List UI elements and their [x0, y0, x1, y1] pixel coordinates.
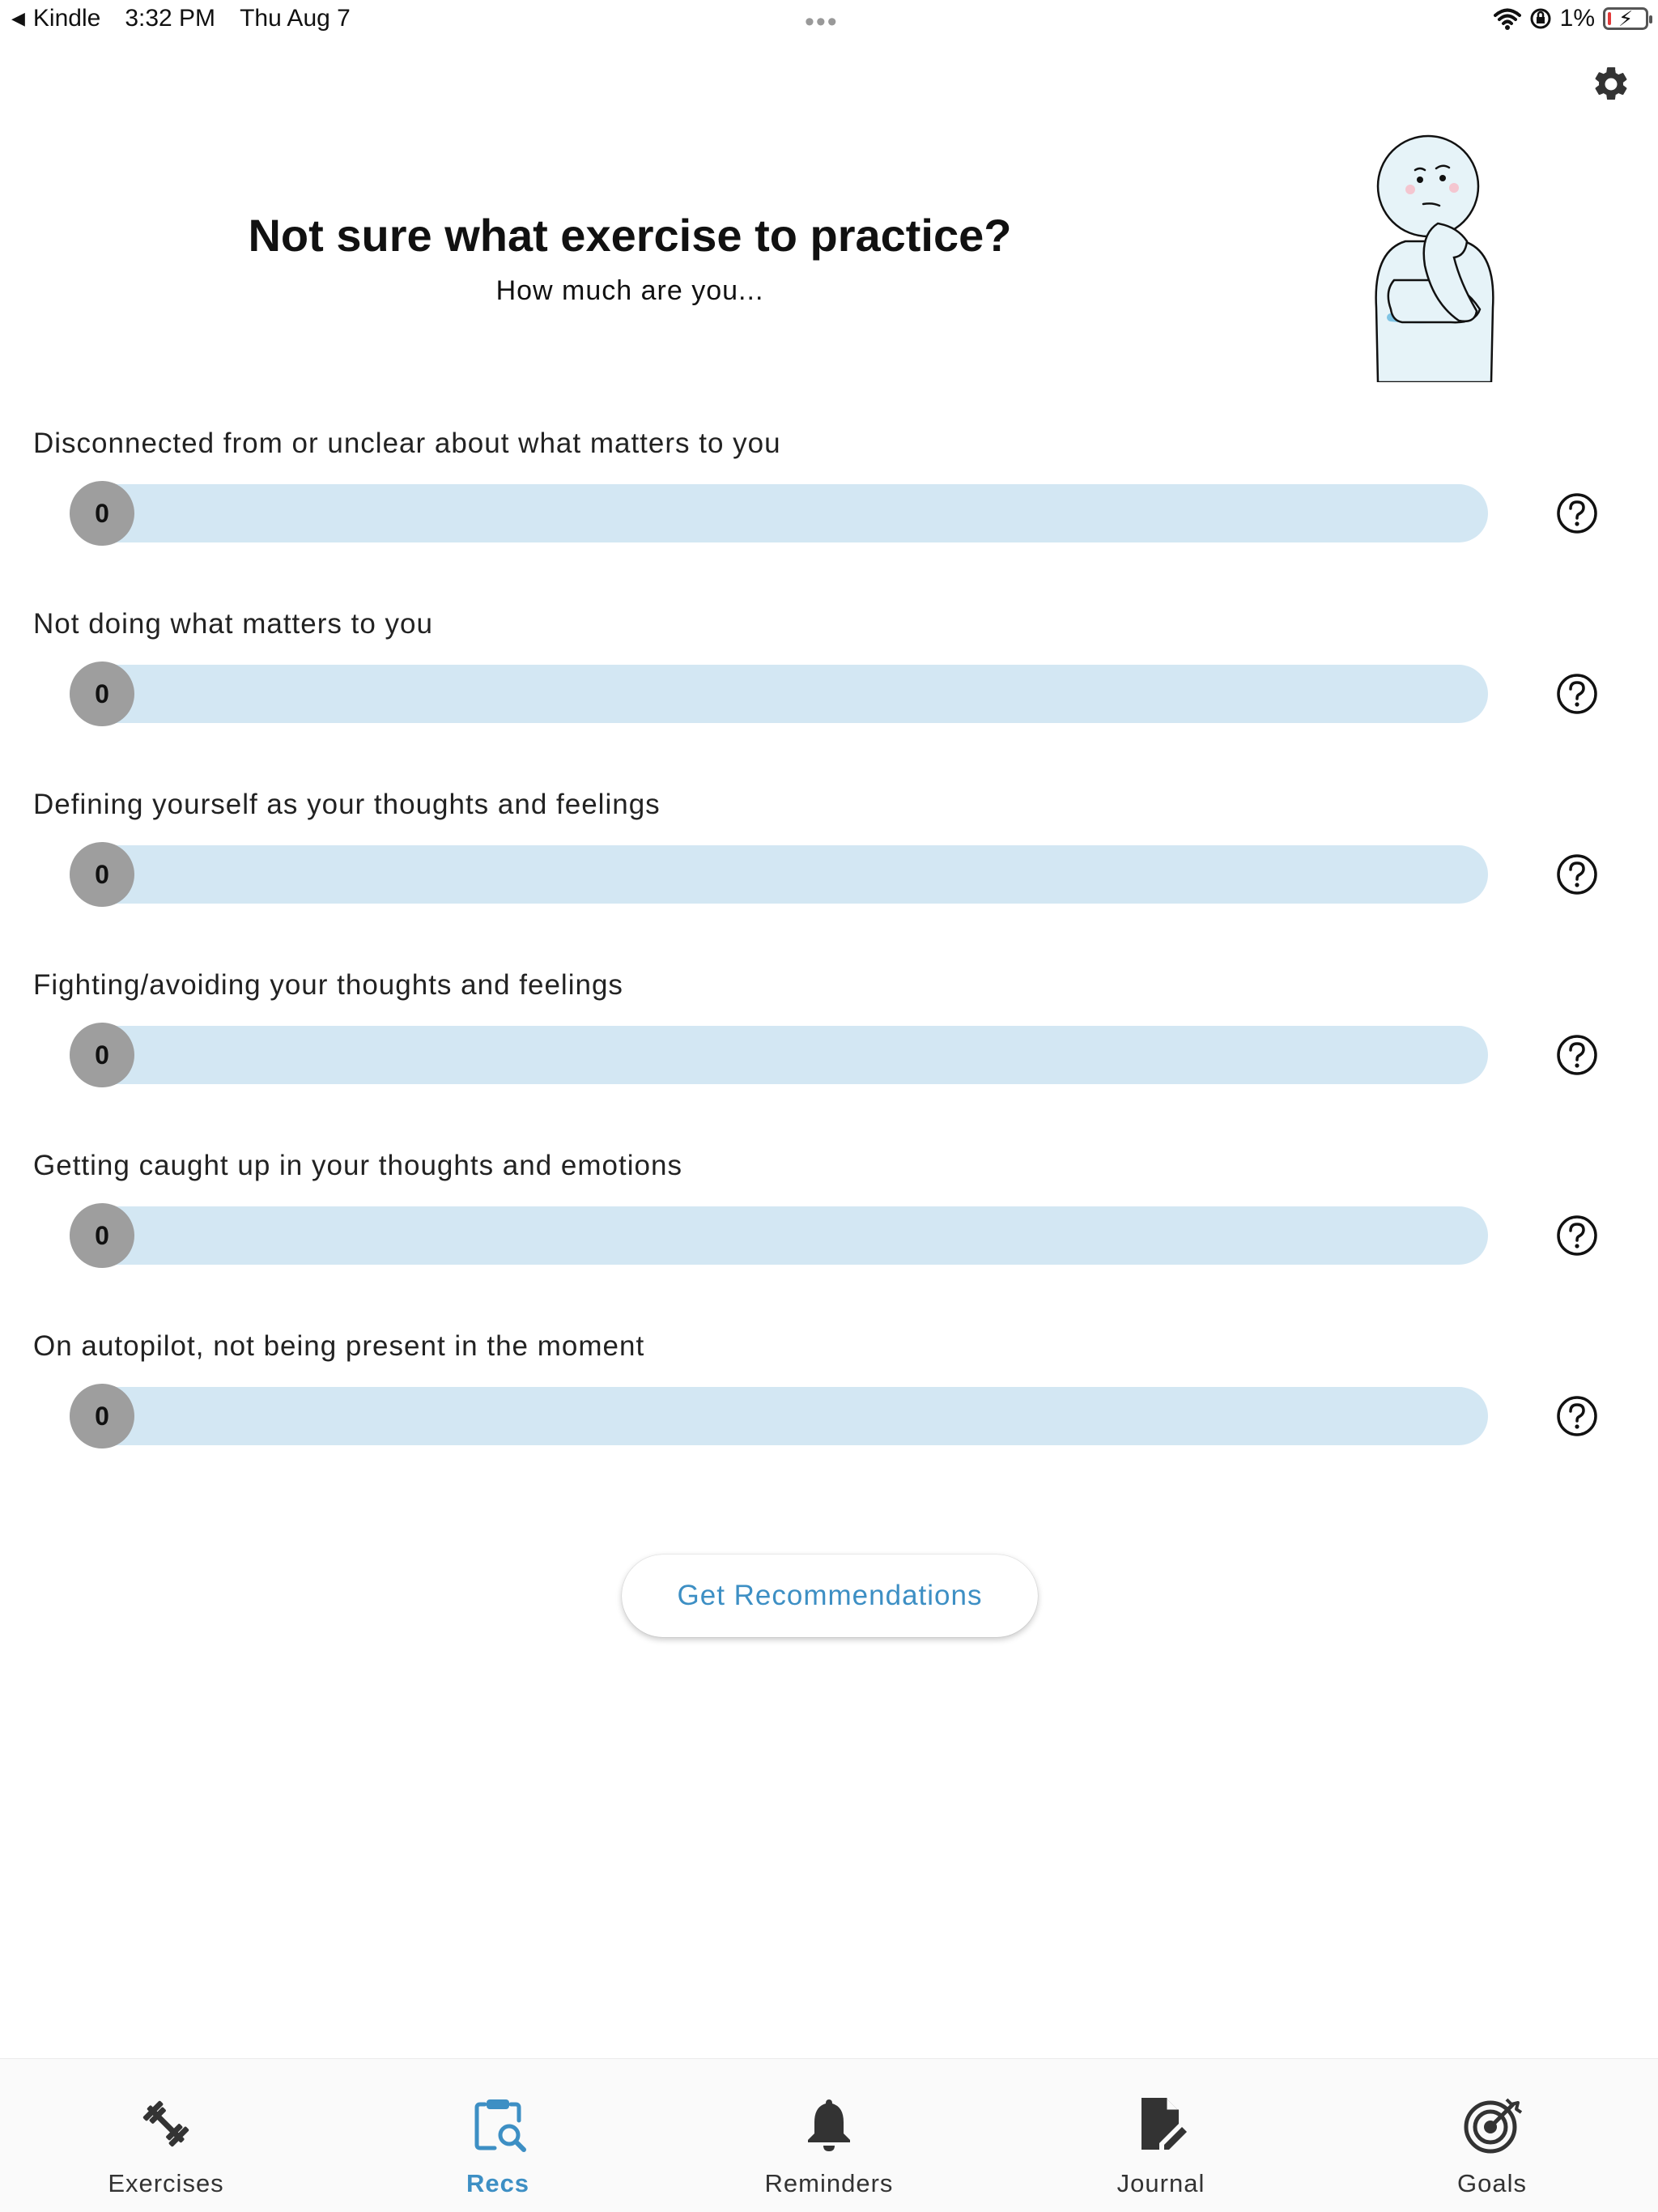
- back-app-label[interactable]: Kindle: [32, 5, 101, 32]
- question-label: Getting caught up in your thoughts and emotions: [33, 1150, 682, 1181]
- status-left: [11, 5, 351, 32]
- orientation-lock-icon: [1529, 7, 1552, 30]
- help-icon[interactable]: [1554, 1213, 1600, 1258]
- help-icon[interactable]: [1554, 491, 1600, 536]
- question-label: On autopilot, not being present in the moment: [33, 1330, 645, 1362]
- tab-goals-label: Goals: [1457, 2169, 1527, 2197]
- question-slider[interactable]: [70, 1026, 1488, 1084]
- question-label: Not doing what matters to you: [33, 608, 433, 640]
- help-icon[interactable]: [1554, 1393, 1600, 1439]
- question-slider[interactable]: [70, 484, 1488, 542]
- wifi-icon: [1494, 7, 1521, 30]
- battery-level: [1608, 12, 1611, 25]
- get-recommendations-button[interactable]: Get Recommendations: [622, 1555, 1038, 1637]
- question-item: [0, 969, 1658, 1131]
- question-item: [0, 1330, 1658, 1492]
- slider-thumb[interactable]: 0: [70, 1384, 134, 1448]
- settings-button[interactable]: [1585, 58, 1637, 110]
- page-subtitle: How much are you...: [495, 275, 764, 306]
- slider-thumb[interactable]: 0: [70, 481, 134, 546]
- battery-percent: 1%: [1559, 5, 1595, 32]
- bell-icon: [797, 2091, 861, 2156]
- slider-thumb[interactable]: 0: [70, 661, 134, 726]
- question-item: [0, 1150, 1658, 1312]
- tab-reminders-label: Reminders: [764, 2169, 894, 2197]
- bottom-tab-bar: [0, 2058, 1658, 2212]
- tab-reminders[interactable]: [708, 2059, 950, 2212]
- gear-icon: [1591, 64, 1631, 104]
- status-time: 3:32 PM: [125, 5, 216, 32]
- question-slider[interactable]: [70, 845, 1488, 904]
- page-title: Not sure what exercise to practice?: [248, 210, 1012, 261]
- multitasking-dots-icon[interactable]: •••: [805, 6, 839, 37]
- status-date: Thu Aug 7: [240, 5, 351, 32]
- slider-thumb[interactable]: 0: [70, 842, 134, 907]
- file-edit-icon: [1129, 2091, 1193, 2156]
- tab-exercises[interactable]: [45, 2059, 287, 2212]
- question-label: Fighting/avoiding your thoughts and feelings: [33, 969, 623, 1001]
- clipboard-search-icon: [466, 2091, 530, 2156]
- slider-thumb[interactable]: 0: [70, 1203, 134, 1268]
- tab-recs-label: Recs: [466, 2169, 530, 2197]
- battery-icon: [1603, 7, 1648, 30]
- question-item: [0, 608, 1658, 770]
- question-label: Defining yourself as your thoughts and feelings: [33, 789, 661, 820]
- tab-journal-label: Journal: [1116, 2169, 1205, 2197]
- help-icon[interactable]: [1554, 852, 1600, 897]
- question-slider[interactable]: [70, 1206, 1488, 1265]
- question-slider[interactable]: [70, 1387, 1488, 1445]
- target-icon: [1460, 2091, 1524, 2156]
- help-icon[interactable]: [1554, 1032, 1600, 1078]
- charging-bolt-icon: ⚡: [1618, 6, 1634, 31]
- dumbbell-icon: [134, 2091, 198, 2156]
- back-arrow-icon[interactable]: ◀: [11, 8, 25, 28]
- status-bar: [0, 0, 1658, 42]
- question-item: [0, 428, 1658, 589]
- status-right: [1494, 5, 1648, 32]
- question-item: [0, 789, 1658, 951]
- question-label: Disconnected from or unclear about what matters to you: [33, 428, 781, 459]
- tab-goals[interactable]: [1371, 2059, 1613, 2212]
- tab-journal[interactable]: [1039, 2059, 1282, 2212]
- slider-thumb[interactable]: 0: [70, 1023, 134, 1087]
- help-icon[interactable]: [1554, 671, 1600, 717]
- tab-exercises-label: Exercises: [108, 2169, 224, 2197]
- thinking-mascot-illustration: [1354, 130, 1516, 382]
- question-slider[interactable]: [70, 665, 1488, 723]
- tab-recs[interactable]: [376, 2059, 619, 2212]
